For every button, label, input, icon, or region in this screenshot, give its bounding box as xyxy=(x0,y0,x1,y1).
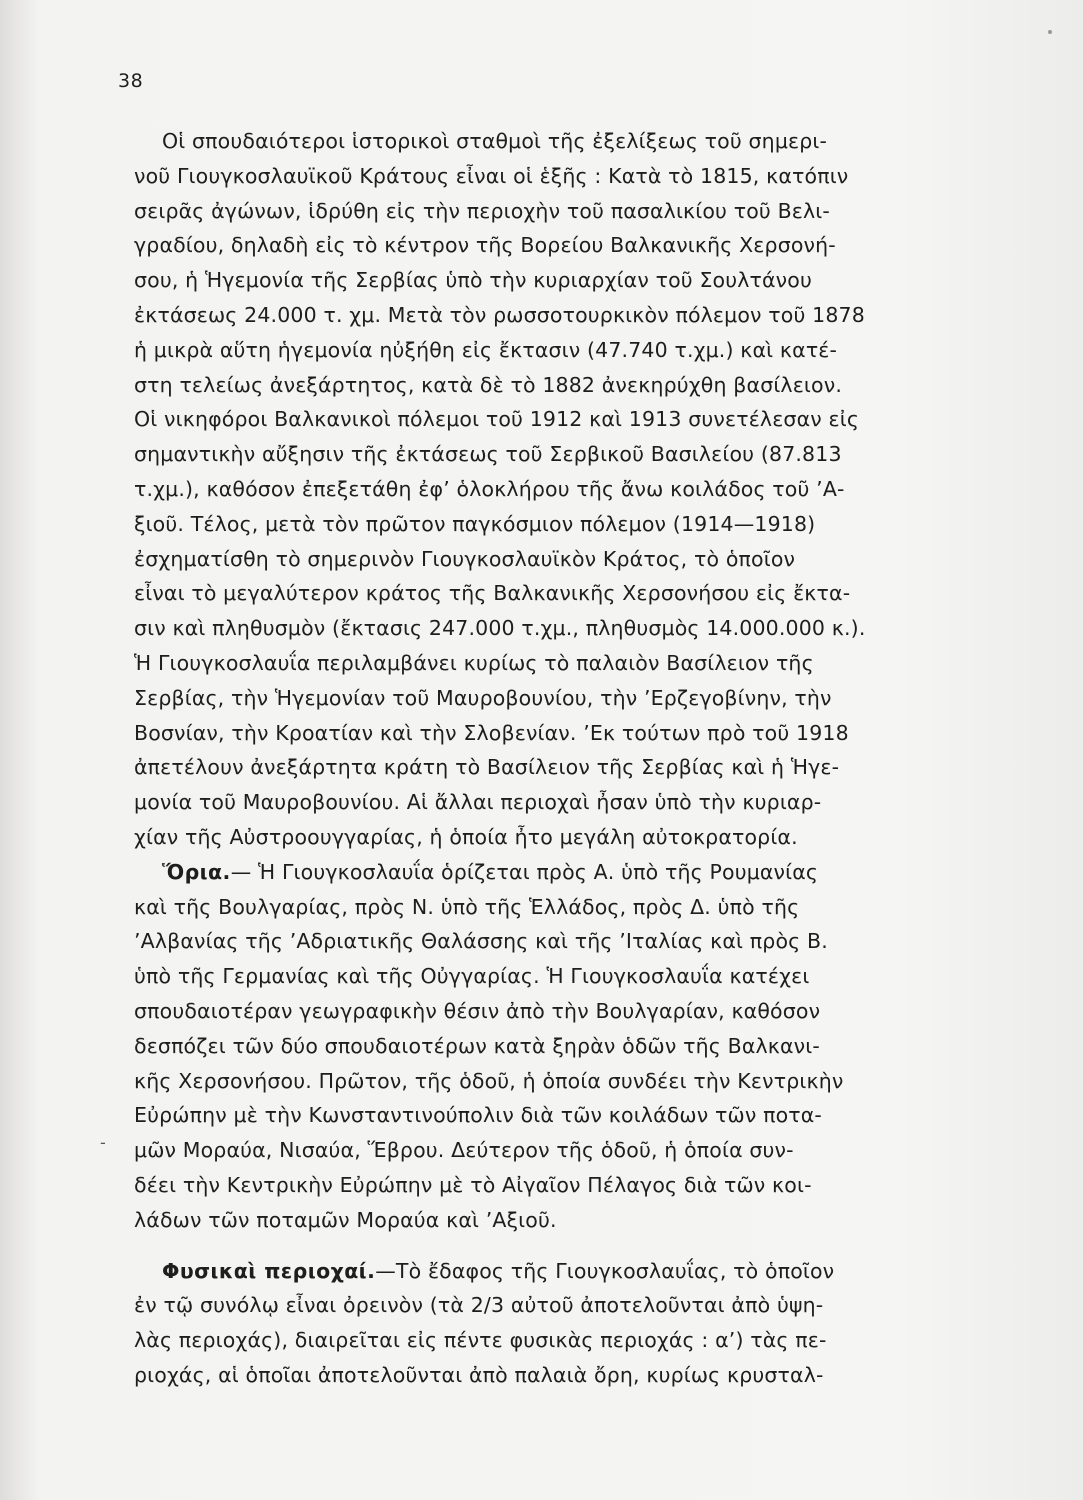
text-line: δεσπόζει τῶν δύο σπουδαιοτέρων κατὰ ξηρὰν ὁδῶν τῆς Βαλκανι- xyxy=(134,1033,820,1058)
text-line: δέει τὴν Κεντρικὴν Εὐρώπην μὲ τὸ Αἰγαῖον Πέλαγος διὰ τῶν κοι- xyxy=(134,1172,812,1197)
text-line: τ.χμ.), καθόσον ἐπεξετάθη ἐφ’ ὁλοκλήρου τῆς ἄνω κοιλάδος τοῦ ’Α- xyxy=(134,476,845,501)
text-line: λάδων τῶν ποταμῶν Μοραύα καὶ ’Αξιοῦ. xyxy=(134,1207,557,1232)
text-line: ἡ μικρὰ αὕτη ἡγεμονία ηὐξήθη εἰς ἔκτασιν (47.740 τ.χμ.) καὶ κατέ- xyxy=(134,337,838,362)
text-line: καὶ τῆς Βουλγαρίας, πρὸς Ν. ὑπὸ τῆς Ἑλλάδος, πρὸς Δ. ὑπὸ τῆς xyxy=(134,894,800,919)
text-line: Εὐρώπην μὲ τὴν Κωνσταντινούπολιν διὰ τῶν κοιλάδων τῶν ποτα- xyxy=(134,1103,822,1128)
text-line: σημαντικὴν αὔξησιν τῆς ἐκτάσεως τοῦ Σερβικοῦ Βασιλείου (87.813 xyxy=(134,442,842,467)
section-heading-borders: Ὅρια. xyxy=(162,859,231,884)
section-heading-physical-regions: Φυσικαὶ περιοχαί. xyxy=(162,1258,376,1283)
section-first-line-text: — Ἡ Γιουγκοσλαυΐα ὁρίζεται πρὸς Α. ὑπὸ τῆς Ρουμανίας xyxy=(230,859,819,884)
scan-speck xyxy=(1048,30,1052,34)
text-line: Σερβίας, τὴν Ἡγεμονίαν τοῦ Μαυροβουνίου, τὴν ’Ερζεγοβίνην, τὴν xyxy=(134,685,832,710)
text-line: κῆς Χερσονήσου. Πρῶτον, τῆς ὁδοῦ, ἡ ὁποία συνδέει τὴν Κεντρικὴν xyxy=(134,1068,844,1093)
text-line: Οἱ νικηφόροι Βαλκανικοὶ πόλεμοι τοῦ 1912 καὶ 1913 συνετέλεσαν εἰς xyxy=(134,407,860,432)
body-text xyxy=(134,124,974,1393)
section-first-line xyxy=(134,855,974,890)
text-line: στη τελείως ἀνεξάρτητος, κατὰ δὲ τὸ 1882 ἀνεκηρύχθη βασίλειον. xyxy=(134,372,842,397)
text-line: ὑπὸ τῆς Γερμανίας καὶ τῆς Οὐγγαρίας. Ἡ Γιουγκοσλαυΐα κατέχει xyxy=(134,964,810,989)
text-line: γραδίου, δηλαδὴ εἰς τὸ κέντρον τῆς Βορείου Βαλκανικῆς Χερσονή- xyxy=(134,233,836,258)
text-line: χίαν τῆς Αὐστροουγγαρίας, ἡ ὁποία ἦτο μεγάλη αὐτοκρατορία. xyxy=(134,824,798,849)
text-line: μῶν Μοραύα, Νισαύα, Ἕβρου. Δεύτερον τῆς ὁδοῦ, ἡ ὁποία συν- xyxy=(134,1138,794,1163)
text-line: ξιοῦ. Τέλος, μετὰ τὸν πρῶτον παγκόσμιον πόλεμον (1914—1918) xyxy=(134,511,816,536)
text-line: Ἡ Γιουγκοσλαυΐα περιλαμβάνει κυρίως τὸ παλαιὸν Βασίλειον τῆς xyxy=(134,650,814,675)
text-line: σειρᾶς ἀγώνων, ἱδρύθη εἰς τὴν περιοχὴν τοῦ πασαλικίου τοῦ Βελι- xyxy=(134,198,830,223)
text-line: ’Αλβανίας τῆς ’Αδριατικῆς Θαλάσσης καὶ τῆς ’Ιταλίας καὶ πρὸς Β. xyxy=(134,929,828,954)
text-line: νοῦ Γιουγκοσλαυϊκοῦ Κράτους εἶναι οἱ ἑξῆς : Κατὰ τὸ 1815, κατόπιν xyxy=(134,163,849,188)
text-line: ἐν τῷ συνόλῳ εἶναι ὀρεινὸν (τὰ 2/3 αὐτοῦ ἀποτελοῦνται ἀπὸ ὑψη- xyxy=(134,1293,824,1318)
text-line: σιν καὶ πληθυσμὸν (ἔκτασις 247.000 τ.χμ., πληθυσμὸς 14.000.000 κ.). xyxy=(134,616,866,641)
text-line: Βοσνίαν, τὴν Κροατίαν καὶ τὴν Σλοβενίαν. ’Εκ τούτων πρὸ τοῦ 1918 xyxy=(134,720,849,745)
text-line: σου, ἡ Ἡγεμονία τῆς Σερβίας ὑπὸ τὴν κυριαρχίαν τοῦ Σουλτάνου xyxy=(134,268,812,293)
text-line: ριοχάς, αἱ ὁποῖαι ἀποτελοῦνται ἀπὸ παλαιὰ ὄρη, κυρίως κρυσταλ- xyxy=(134,1362,824,1387)
text-line: μονία τοῦ Μαυροβουνίου. Αἱ ἄλλαι περιοχαὶ ἦσαν ὑπὸ τὴν κυριαρ- xyxy=(134,790,822,815)
margin-mark: - xyxy=(100,1133,106,1152)
text-line: εἶναι τὸ μεγαλύτερον κράτος τῆς Βαλκανικῆς Χερσονήσου εἰς ἔκτα- xyxy=(134,581,851,606)
text-line: λὰς περιοχάς), διαιρεῖται εἰς πέντε φυσικὰς περιοχάς : α’) τὰς πε- xyxy=(134,1328,827,1353)
text-line: Οἱ σπουδαιότεροι ἱστορικοὶ σταθμοὶ τῆς ἐξελίξεως τοῦ σημερι- xyxy=(162,129,828,153)
text-line: σπουδαιοτέραν γεωγραφικὴν θέσιν ἀπὸ τὴν Βουλγαρίαν, καθόσον xyxy=(134,998,821,1023)
text-line: ἐκτάσεως 24.000 τ. χμ. Μετὰ τὸν ρωσσοτουρκικὸν πόλεμον τοῦ 1878 xyxy=(134,302,865,327)
section-first-line-text: —Τὸ ἔδαφος τῆς Γιουγκοσλαυΐας, τὸ ὁποῖον xyxy=(375,1258,835,1283)
text-line: ἀπετέλουν ἀνεξάρτητα κράτη τὸ Βασίλειον τῆς Σερβίας καὶ ἡ Ἡγε- xyxy=(134,755,840,780)
section-first-line xyxy=(134,1254,974,1289)
page-number: 38 xyxy=(118,70,144,92)
text-line: ἐσχηματίσθη τὸ σημερινὸν Γιουγκοσλαυϊκὸν Κράτος, τὸ ὁποῖον xyxy=(134,546,796,571)
